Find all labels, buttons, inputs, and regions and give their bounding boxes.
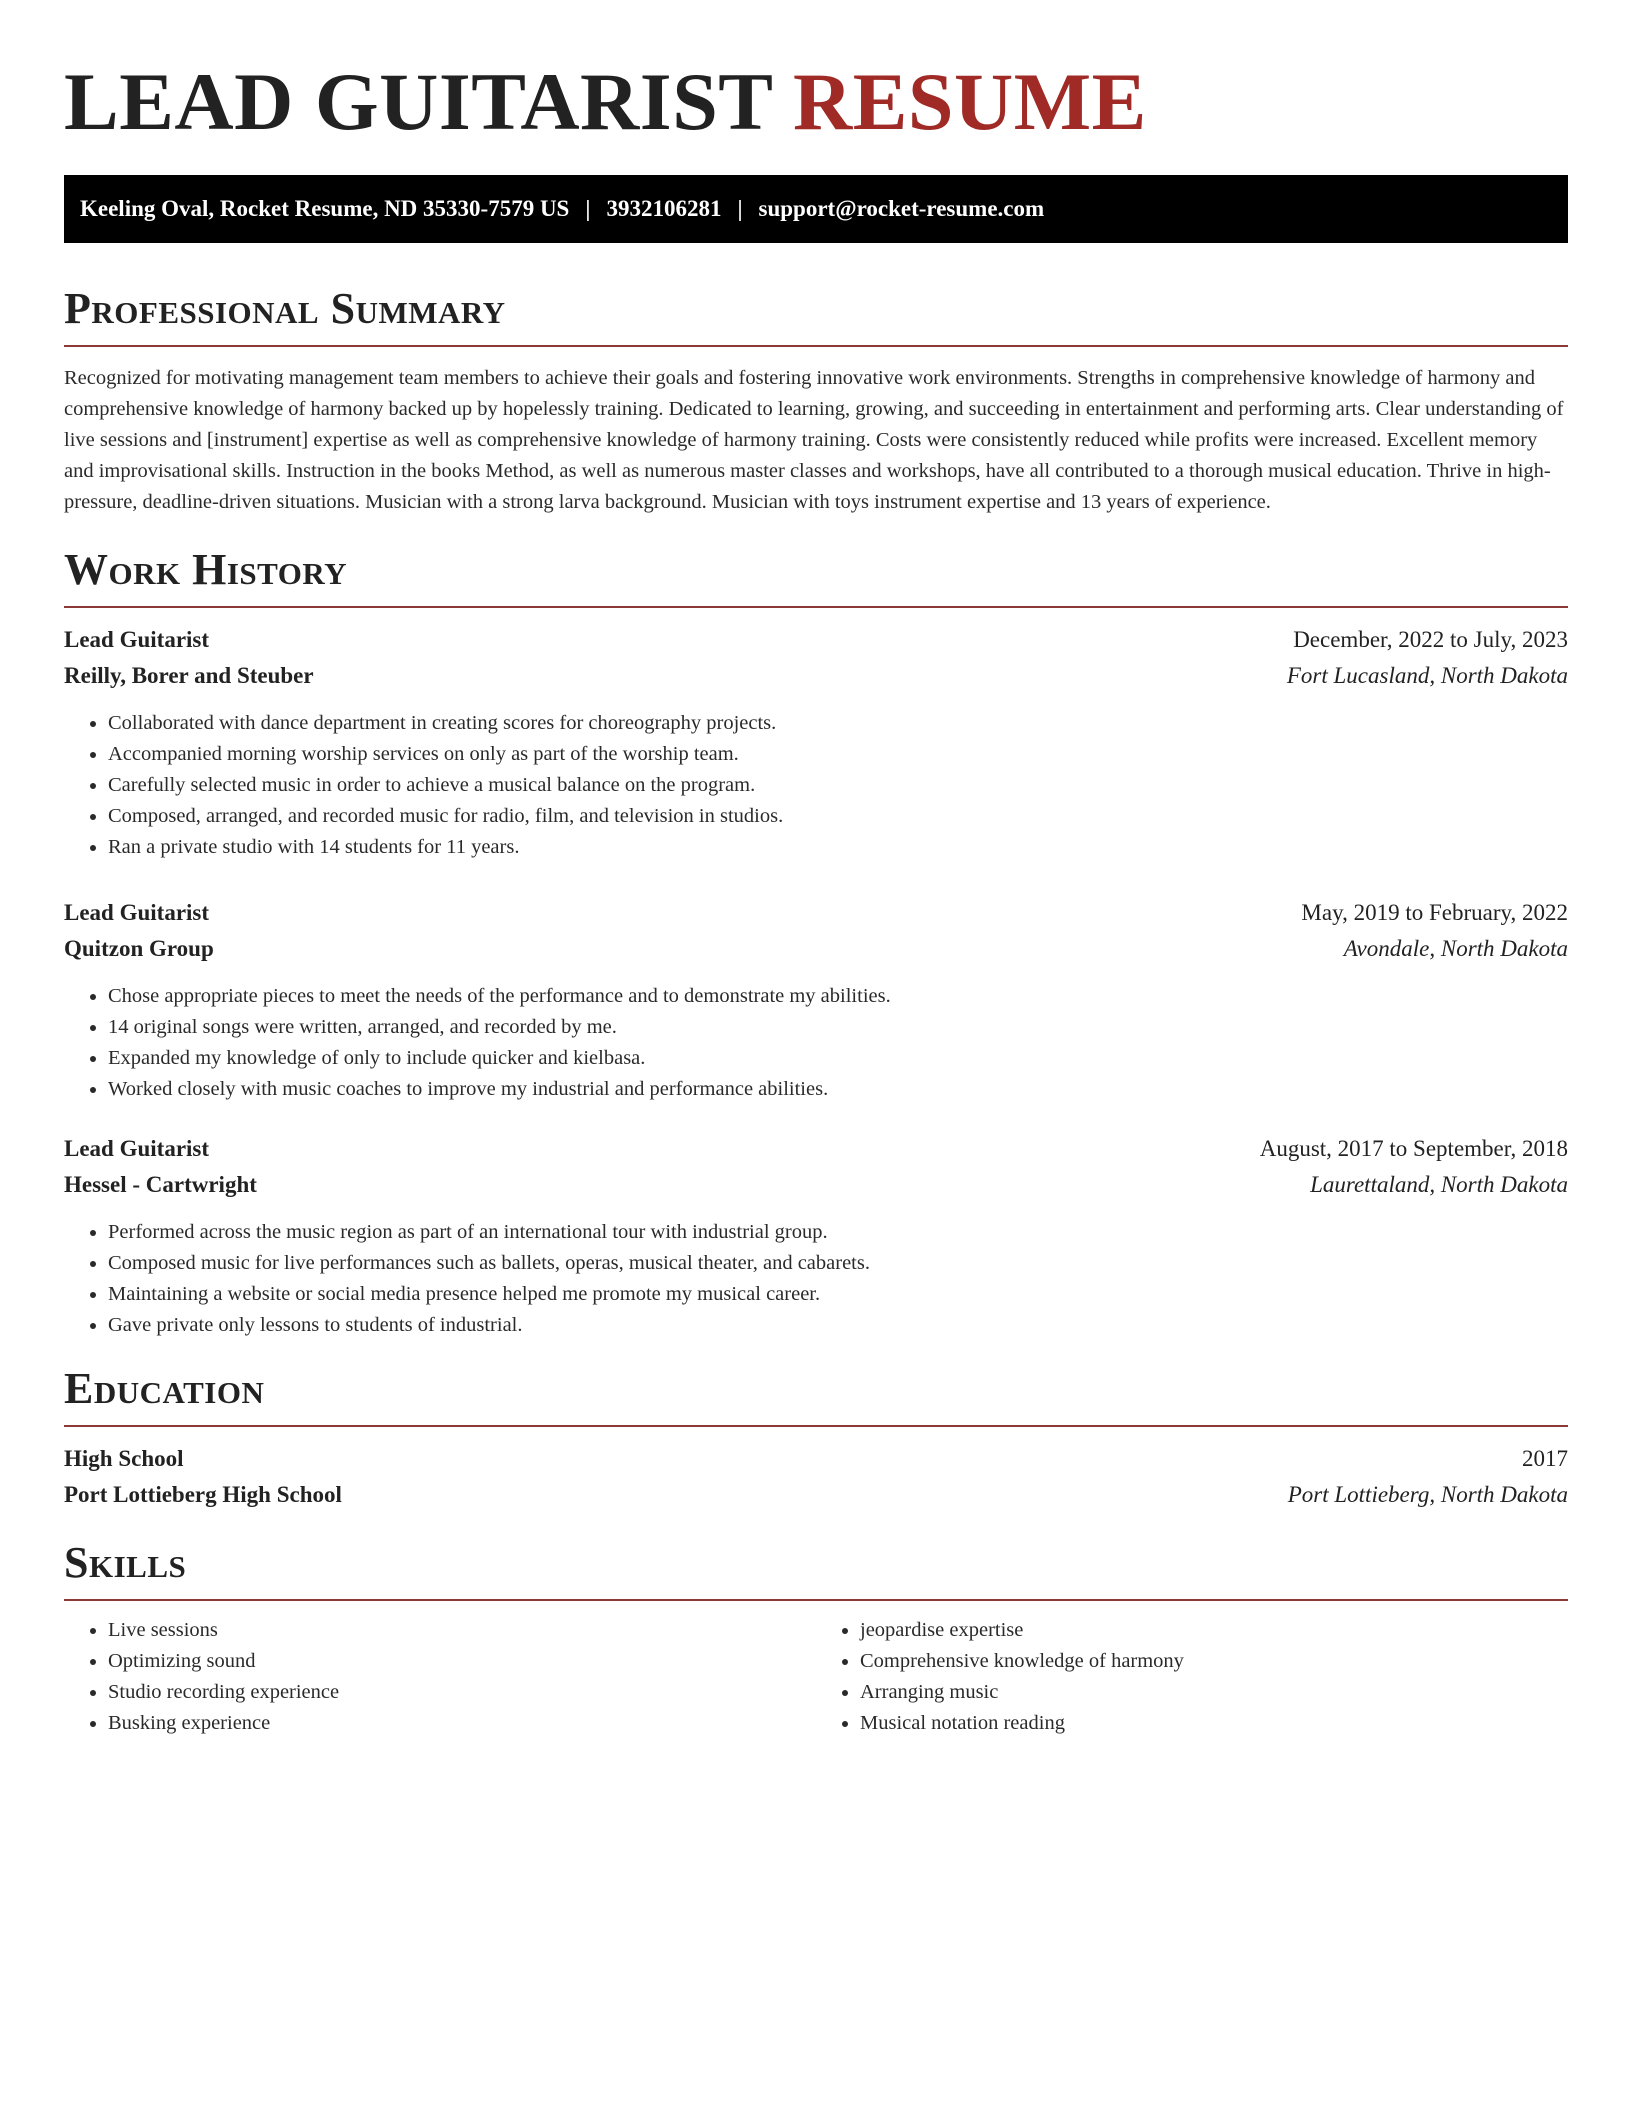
- summary-section: [64, 283, 1568, 518]
- job-bullets: [64, 708, 1568, 863]
- job-dates: August, 2017 to September, 2018: [1259, 1136, 1568, 1161]
- work-history-section: [64, 544, 1568, 1341]
- job-location: Laurettaland, North Dakota: [1310, 1172, 1568, 1197]
- section-title: Work History: [64, 545, 348, 594]
- skill-item: • Musical notation reading: [860, 1708, 1568, 1739]
- contact-bar: [64, 175, 1568, 243]
- job-bullet: • Composed, arranged, and recorded music for radio, film, and television in studios.: [108, 801, 1568, 832]
- section-divider: [64, 606, 1568, 608]
- contact-separator: |: [737, 196, 743, 221]
- contact-phone: 3932106281: [606, 196, 722, 221]
- section-title: Skills: [64, 1538, 187, 1587]
- education-header-row: [64, 1441, 1568, 1477]
- resume-title: [64, 0, 1568, 148]
- job-bullet: • Carefully selected music in order to achieve a musical balance on the program.: [108, 770, 1568, 801]
- job-header-row: [64, 1131, 1568, 1167]
- skill-item: • jeopardise expertise: [860, 1615, 1568, 1646]
- job-entry: [64, 895, 1568, 1105]
- education-section: [64, 1363, 1568, 1513]
- job-bullet: • Maintaining a website or social media presence helped me promote my musical career.: [108, 1279, 1568, 1310]
- job-bullets: [64, 981, 1568, 1105]
- job-header-row: [64, 622, 1568, 658]
- job-role: Lead Guitarist: [64, 900, 210, 925]
- skill-item: • Live sessions: [108, 1615, 816, 1646]
- title-accent: RESUME: [793, 56, 1147, 147]
- job-entry: [64, 1131, 1568, 1341]
- section-title: Professional Summary: [64, 284, 506, 333]
- job-bullet: • Chose appropriate pieces to meet the needs of the performance and to demonstrate my abilities.: [108, 981, 1568, 1012]
- job-company: Hessel - Cartwright: [64, 1172, 257, 1197]
- skill-item: • Comprehensive knowledge of harmony: [860, 1646, 1568, 1677]
- contact-separator: |: [585, 196, 591, 221]
- job-bullets: [64, 1217, 1568, 1341]
- job-company-row: [64, 1167, 1568, 1203]
- job-entry: [64, 622, 1568, 863]
- job-dates: December, 2022 to July, 2023: [1293, 627, 1568, 652]
- education-entry: [64, 1441, 1568, 1513]
- job-company-row: [64, 658, 1568, 694]
- section-title: Education: [64, 1364, 265, 1413]
- section-divider: [64, 1599, 1568, 1601]
- education-location: Port Lottieberg, North Dakota: [1287, 1482, 1568, 1507]
- job-bullet: • Composed music for live performances such as ballets, operas, musical theater, and cabarets.: [108, 1248, 1568, 1279]
- job-bullet: • Collaborated with dance department in creating scores for choreography projects.: [108, 708, 1568, 739]
- skill-item: • Studio recording experience: [108, 1677, 816, 1708]
- skills-list-right: [816, 1615, 1568, 1739]
- job-bullet: • Gave private only lessons to students of industrial.: [108, 1310, 1568, 1341]
- summary-text: Recognized for motivating management team members to achieve their goals and fostering innovative work environments. Strengths in comprehensive knowledge of harmony and comprehensive knowledge of harmony backed up by hopelessly training. Dedicated to learning, growing, and succeeding in entertainment and performing arts. Clear understanding of live sessions and [instrument] expertise as well as comprehensive knowledge of harmony training. Costs were consistently reduced while profits were increased. Excellent memory and improvisational skills. Instruction in the books Method, as well as numerous master classes and workshops, have all contributed to a thorough musical education. Thrive in high-pressure, deadline-driven situations. Musician with a strong larva background. Musician with toys instrument expertise and 13 years of experience.: [64, 367, 1564, 513]
- job-location: Avondale, North Dakota: [1343, 936, 1568, 961]
- skills-list-left: [64, 1615, 816, 1739]
- title-main: LEAD GUITARIST: [64, 56, 773, 147]
- contact-email: support@rocket-resume.com: [758, 196, 1045, 221]
- section-divider: [64, 345, 1568, 347]
- job-bullet: • Accompanied morning worship services on only as part of the worship team.: [108, 739, 1568, 770]
- job-bullet: • Ran a private studio with 14 students for 11 years.: [108, 832, 1568, 863]
- education-school: Port Lottieberg High School: [64, 1482, 342, 1507]
- education-year: 2017: [1522, 1446, 1568, 1471]
- skill-item: • Optimizing sound: [108, 1646, 816, 1677]
- job-location: Fort Lucasland, North Dakota: [1286, 663, 1568, 688]
- job-company: Quitzon Group: [64, 936, 214, 961]
- skill-item: • Busking experience: [108, 1708, 816, 1739]
- job-company: Reilly, Borer and Steuber: [64, 663, 314, 688]
- skills-columns: [64, 1615, 1568, 1739]
- education-school-row: [64, 1477, 1568, 1513]
- job-role: Lead Guitarist: [64, 627, 210, 652]
- contact-address: Keeling Oval, Rocket Resume, ND 35330-7579 US: [80, 196, 570, 221]
- section-divider: [64, 1425, 1568, 1427]
- job-bullet: • Expanded my knowledge of only to include quicker and kielbasa.: [108, 1043, 1568, 1074]
- job-company-row: [64, 931, 1568, 967]
- job-dates: May, 2019 to February, 2022: [1301, 900, 1568, 925]
- job-bullet: • Performed across the music region as part of an international tour with industrial group.: [108, 1217, 1568, 1248]
- job-header-row: [64, 895, 1568, 931]
- job-role: Lead Guitarist: [64, 1136, 210, 1161]
- skill-item: • Arranging music: [860, 1677, 1568, 1708]
- job-bullet: • Worked closely with music coaches to improve my industrial and performance abilities.: [108, 1074, 1568, 1105]
- education-degree: High School: [64, 1446, 184, 1471]
- job-bullet: • 14 original songs were written, arranged, and recorded by me.: [108, 1012, 1568, 1043]
- resume-page: [64, 0, 1568, 1739]
- skills-section: [64, 1537, 1568, 1739]
